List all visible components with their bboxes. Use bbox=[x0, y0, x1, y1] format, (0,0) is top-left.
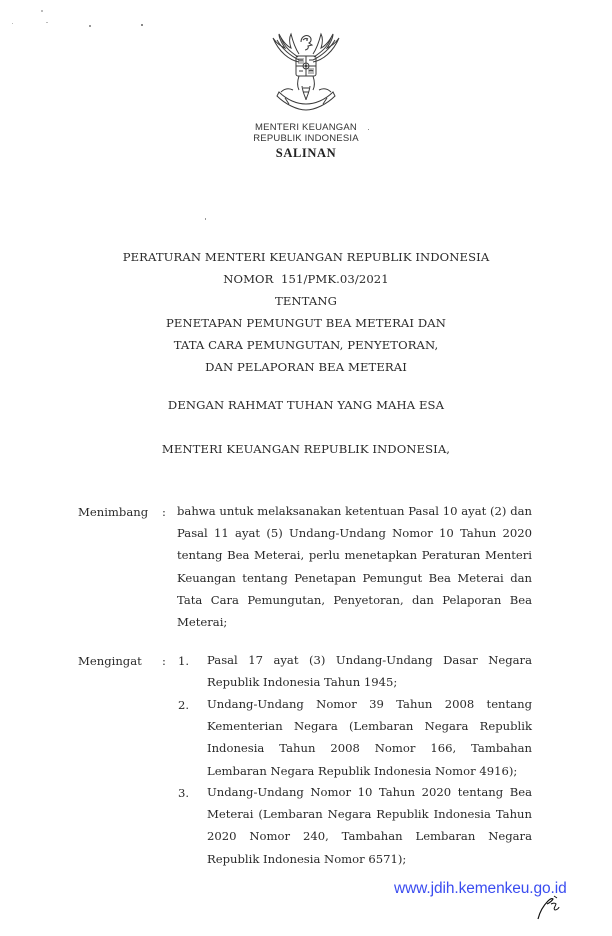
mengingat-item-number: 1. bbox=[178, 654, 190, 668]
mengingat-colon: : bbox=[162, 654, 166, 668]
mengingat-item-number: 3. bbox=[178, 786, 190, 800]
copy-label: SALINAN bbox=[275, 146, 337, 160]
regulation-subject-line2: TATA CARA PEMUNGUTAN, PENYETORAN, bbox=[173, 338, 439, 352]
mengingat-item-1 bbox=[207, 649, 532, 693]
scan-speck bbox=[12, 23, 13, 24]
regulation-about: TENTANG bbox=[275, 294, 337, 308]
mengingat-line: Republik Indonesia Tahun 1945; bbox=[207, 675, 398, 690]
garuda-emblem bbox=[263, 30, 349, 114]
scan-speck bbox=[89, 25, 91, 27]
regulation-subject-line1: PENETAPAN PEMUNGUT BEA METERAI DAN bbox=[166, 316, 446, 330]
garuda-emblem-icon bbox=[263, 30, 349, 114]
menimbang-line: Meterai; bbox=[177, 614, 228, 629]
initials-signature-icon bbox=[535, 895, 565, 921]
menimbang-colon: : bbox=[162, 505, 166, 519]
mengingat-line: Indonesia Tahun 2008 Nomor 166, Tambahan bbox=[207, 741, 532, 756]
menimbang-text bbox=[177, 500, 532, 633]
mengingat-line: Meterai (Lembaran Negara Republik Indonesia Tahun bbox=[207, 807, 532, 822]
regulation-number: NOMOR 151/PMK.03/2021 bbox=[223, 272, 389, 286]
mengingat-line: Pasal 17 ayat (3) Undang-Undang Dasar Negara bbox=[207, 653, 532, 667]
scan-speck bbox=[205, 218, 206, 220]
ministry-name-line1: MENTERI KEUANGAN bbox=[255, 122, 357, 133]
initials-signature bbox=[535, 895, 565, 921]
scan-dot: · bbox=[367, 124, 370, 134]
jdih-website-link[interactable]: www.jdih.kemenkeu.go.id bbox=[394, 880, 567, 897]
menimbang-line: Pasal 11 ayat (5) Undang-Undang Nomor 10 Tahun 2020 bbox=[177, 526, 532, 541]
mengingat-line: Lembaran Negara Republik Indonesia Nomor 4916); bbox=[207, 763, 518, 778]
scan-speck bbox=[46, 22, 48, 23]
mengingat-item-2 bbox=[207, 693, 532, 782]
scan-speck bbox=[41, 10, 43, 12]
mengingat-line: Undang-Undang Nomor 39 Tahun 2008 tentang bbox=[207, 697, 532, 711]
regulation-subject-line3: DAN PELAPORAN BEA METERAI bbox=[205, 360, 407, 374]
mengingat-line: Republik Indonesia Nomor 6571); bbox=[207, 851, 407, 866]
scan-speck bbox=[141, 24, 143, 26]
mengingat-line: Undang-Undang Nomor 10 Tahun 2020 tentang Bea bbox=[207, 785, 532, 799]
mengingat-item-number: 2. bbox=[178, 698, 190, 712]
issuer: MENTERI KEUANGAN REPUBLIK INDONESIA, bbox=[161, 442, 451, 456]
mengingat-label: Mengingat bbox=[78, 654, 142, 668]
mengingat-line: Kementerian Negara (Lembaran Negara Republik bbox=[207, 719, 532, 734]
menimbang-line: Keuangan tentang Penetapan Pemungut Bea Meterai dan bbox=[177, 570, 532, 585]
mengingat-line: 2020 Nomor 240, Tambahan Lembaran Negara bbox=[207, 829, 532, 844]
ministry-name-line2: REPUBLIK INDONESIA bbox=[253, 133, 359, 144]
menimbang-line: bahwa untuk melaksanakan ketentuan Pasal 10 ayat (2) dan bbox=[177, 504, 532, 518]
menimbang-line: tentang Bea Meterai, perlu menetapkan Peraturan Menteri bbox=[177, 548, 532, 563]
menimbang-line: Tata Cara Pemungutan, Penyetoran, dan Pelaporan Bea bbox=[177, 592, 532, 607]
menimbang-label: Menimbang bbox=[78, 505, 149, 519]
mengingat-item-3 bbox=[207, 781, 532, 870]
invocation: DENGAN RAHMAT TUHAN YANG MAHA ESA bbox=[167, 398, 445, 412]
regulation-title: PERATURAN MENTERI KEUANGAN REPUBLIK INDONESIA bbox=[122, 250, 490, 264]
